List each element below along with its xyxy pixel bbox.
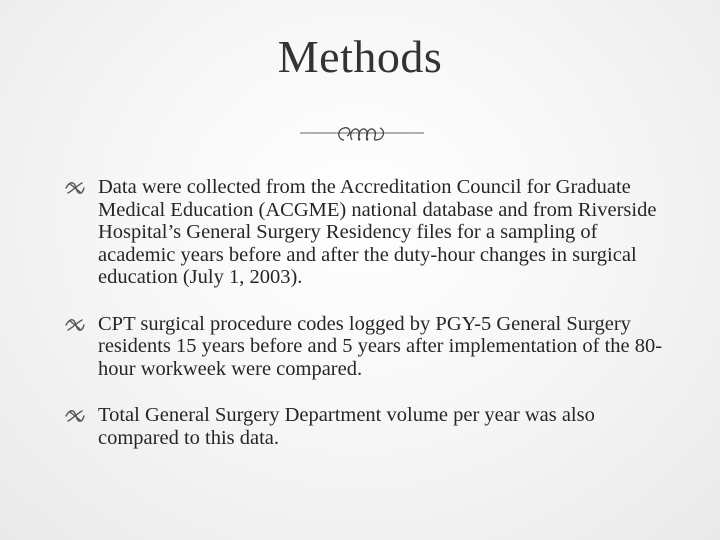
bullet-list — [64, 176, 664, 473]
slide-title: Methods — [277, 31, 443, 82]
list-item — [64, 404, 664, 449]
ornamental-flourish-icon — [300, 122, 424, 146]
bullet-text: Data were collected from the Accreditation Council for Graduate Medical Education (ACGME) national database and from Riverside Hospital’s General Surgery Residency files for a sampling of academic years before and after the duty-hour changes in surgical education (July 1, 2003). — [98, 176, 657, 288]
ornamental-bullet-icon — [64, 316, 86, 334]
bullet-text: CPT surgical procedure codes logged by PGY-5 General Surgery residents 15 years before and 5 years after implementation of the 80-hour workweek were compared. — [98, 312, 663, 380]
list-item — [64, 313, 664, 381]
list-item — [64, 176, 664, 289]
ornamental-bullet-icon — [64, 179, 86, 197]
ornamental-bullet-icon — [64, 407, 86, 425]
bullet-text: Total General Surgery Department volume per year was also compared to this data. — [98, 404, 595, 449]
